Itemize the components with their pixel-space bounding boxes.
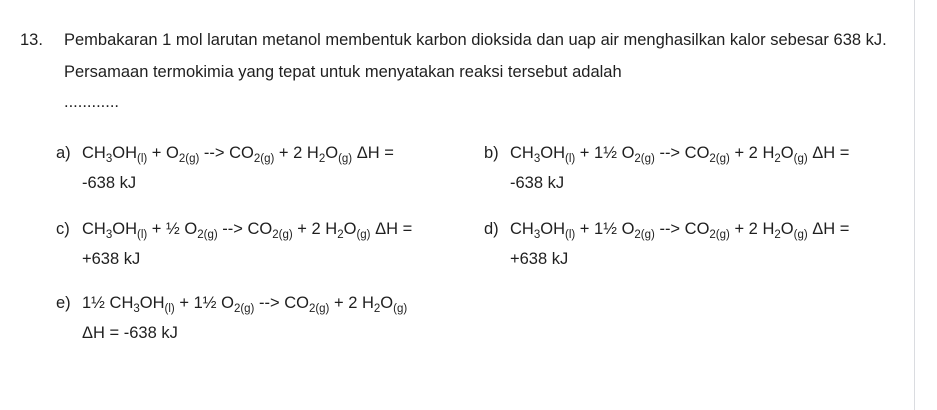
- subscript: (g): [793, 229, 808, 241]
- option-equation: [510, 214, 849, 274]
- coefficient: 1½: [594, 220, 622, 238]
- operator: + 2: [329, 294, 362, 312]
- equation-line: [82, 138, 394, 168]
- option-letter: a): [56, 144, 71, 162]
- subscript: (g): [393, 303, 408, 315]
- operator: + 2: [274, 144, 307, 162]
- subscript: 3: [105, 153, 113, 165]
- option-equation: [510, 138, 849, 198]
- formula-text: CO: [247, 220, 273, 238]
- subscript: (g): [793, 153, 808, 165]
- formula-text: CO: [684, 220, 710, 238]
- formula-text: H: [762, 220, 775, 238]
- subscript: 3: [533, 229, 541, 241]
- formula-text: OH: [139, 294, 165, 312]
- formula-text: OH: [112, 220, 137, 238]
- operator: +: [575, 144, 595, 162]
- question-body: [56, 24, 900, 342]
- arrow: -->: [217, 220, 248, 238]
- subscript: (g): [356, 229, 371, 241]
- formula-text: OH: [540, 144, 565, 162]
- formula-text: O: [621, 144, 635, 162]
- subscript: 2(g): [634, 153, 655, 165]
- formula-text: H: [762, 144, 775, 162]
- equation-line: [510, 138, 849, 168]
- formula-text: O: [343, 220, 357, 238]
- option-letter: e): [56, 294, 71, 312]
- subscript: 3: [105, 229, 113, 241]
- enthalpy-label: ΔH =: [807, 220, 850, 238]
- operator: +: [575, 220, 595, 238]
- option-equation: [82, 214, 412, 274]
- formula-text: OH: [540, 220, 565, 238]
- enthalpy-label: ΔH =: [807, 144, 850, 162]
- formula-text: H: [325, 220, 338, 238]
- subscript: 2(g): [709, 153, 730, 165]
- subscript: 2(g): [634, 229, 655, 241]
- formula-text: O: [780, 144, 794, 162]
- subscript: 2(g): [272, 229, 293, 241]
- formula-text: O: [166, 144, 179, 162]
- operator: + 2: [292, 220, 326, 238]
- formula-text: CH: [109, 294, 134, 312]
- operator: +: [147, 144, 167, 162]
- question-text: Pembakaran 1 mol larutan metanol membentuk karbon dioksida dan uap air menghasilkan kalor sebesar 638 kJ. Persamaan termokimia yang tepat untuk menyatakan reaksi tersebut adalah: [64, 31, 887, 81]
- enthalpy-label: ΔH =: [370, 220, 413, 238]
- arrow: -->: [654, 220, 685, 238]
- equation-line: [510, 214, 849, 244]
- subscript: 2: [337, 229, 344, 241]
- arrow: -->: [199, 144, 230, 162]
- formula-text: CH: [510, 144, 534, 162]
- option-letter: c): [56, 220, 70, 238]
- subscript: (l): [565, 153, 576, 165]
- formula-text: O: [380, 294, 394, 312]
- option-equation: [82, 288, 407, 348]
- subscript: 2: [373, 303, 381, 315]
- page-divider: [914, 0, 915, 410]
- coefficient: 1½: [82, 294, 110, 312]
- option-equation: [82, 138, 394, 198]
- option-letter: d): [484, 220, 499, 238]
- question-number: 13.: [20, 31, 43, 49]
- coefficient: ½: [166, 220, 185, 238]
- operator: +: [174, 294, 194, 312]
- formula-text: CO: [684, 144, 710, 162]
- subscript: 2(g): [253, 153, 275, 165]
- subscript: (g): [338, 153, 353, 165]
- operator: + 2: [729, 220, 763, 238]
- subscript: 2: [774, 229, 781, 241]
- equation-line: [82, 214, 412, 244]
- option-letter: b): [484, 144, 499, 162]
- formula-text: CH: [82, 144, 106, 162]
- formula-text: O: [221, 294, 234, 312]
- formula-text: O: [780, 220, 794, 238]
- operator: +: [147, 220, 167, 238]
- subscript: 2: [318, 153, 326, 165]
- enthalpy-value: +638 kJ: [82, 250, 141, 268]
- enthalpy-label: ΔH =: [352, 144, 394, 162]
- formula-text: H: [306, 144, 319, 162]
- formula-text: O: [621, 220, 635, 238]
- subscript: (l): [164, 303, 175, 315]
- formula-text: CO: [229, 144, 254, 162]
- subscript: 2(g): [197, 229, 218, 241]
- formula-text: O: [184, 220, 198, 238]
- coefficient: 1½: [594, 144, 622, 162]
- subscript: 2(g): [178, 153, 200, 165]
- subscript: 2(g): [709, 229, 730, 241]
- formula-text: OH: [112, 144, 137, 162]
- formula-text: CH: [82, 220, 106, 238]
- subscript: 3: [133, 303, 140, 315]
- enthalpy-value: ΔH = -638 kJ: [82, 324, 178, 342]
- arrow: -->: [254, 294, 285, 312]
- formula-text: O: [325, 144, 339, 162]
- enthalpy-value: +638 kJ: [510, 250, 569, 268]
- subscript: (l): [565, 229, 576, 241]
- answer-blank: ............: [64, 93, 120, 111]
- enthalpy-value: -638 kJ: [82, 174, 137, 192]
- formula-text: CH: [510, 220, 534, 238]
- arrow: -->: [654, 144, 685, 162]
- operator: + 2: [729, 144, 763, 162]
- subscript: (l): [137, 153, 148, 165]
- subscript: (l): [137, 229, 148, 241]
- formula-text: H: [361, 294, 374, 312]
- subscript: 2: [774, 153, 781, 165]
- subscript: 3: [533, 153, 541, 165]
- coefficient: 1½: [193, 294, 222, 312]
- subscript: 2(g): [233, 303, 255, 315]
- formula-text: CO: [284, 294, 309, 312]
- enthalpy-value: -638 kJ: [510, 174, 565, 192]
- equation-line: [82, 288, 407, 318]
- subscript: 2(g): [308, 303, 330, 315]
